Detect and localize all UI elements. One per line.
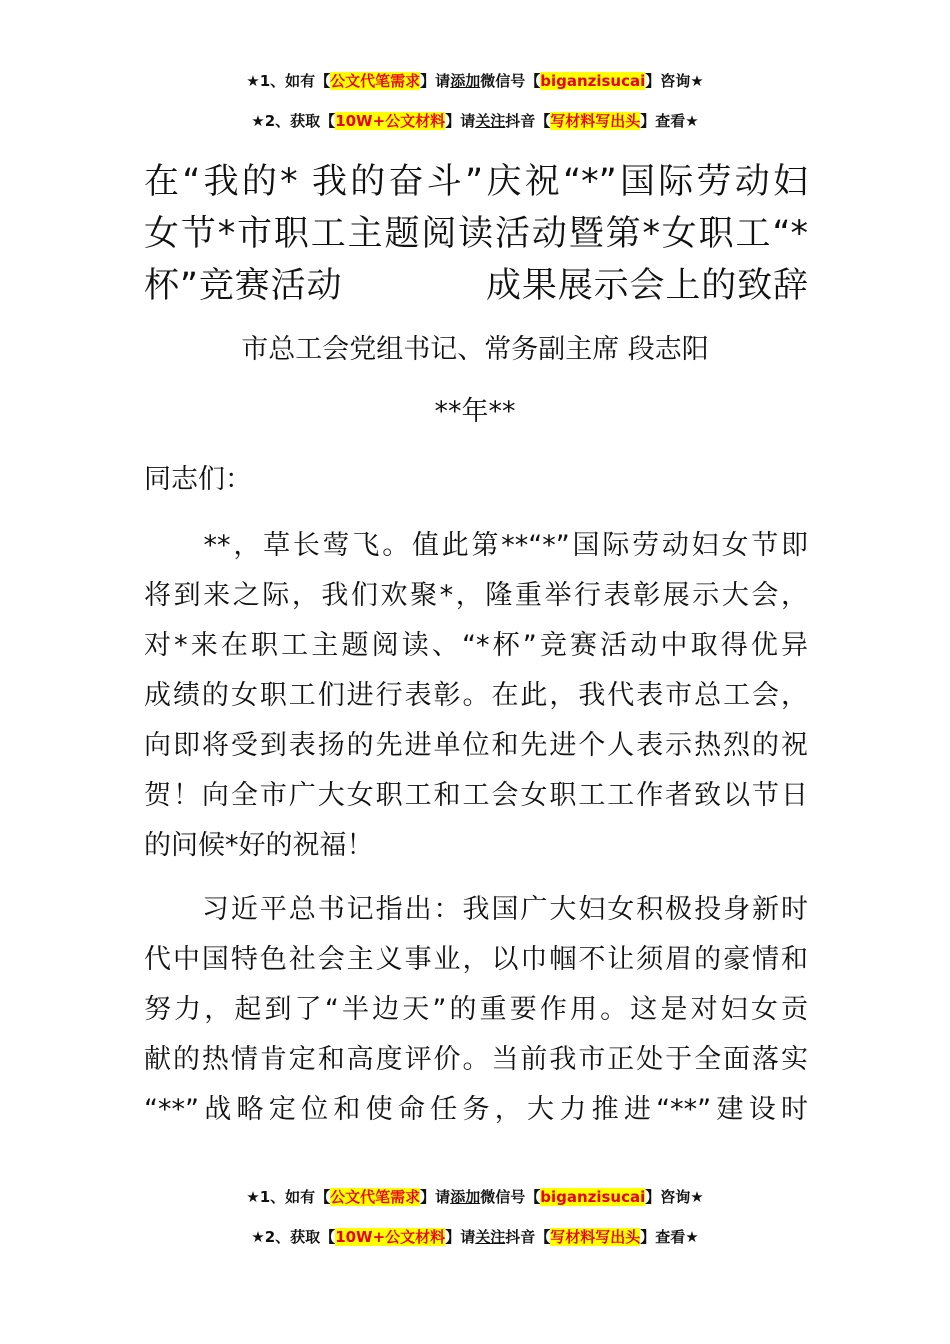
paragraph-line: 向即将受到表扬的先进单位和先进个人表示热烈的祝 [144,730,808,761]
promo-emphasis: 关注 [475,1228,506,1246]
promo-text: 抖音【 [505,1228,551,1246]
promo-douyin-id: 写材料写出头 [550,112,641,130]
paragraph-2 [144,885,808,1135]
promo-prefix: ★2、获取【 [251,1228,336,1246]
paragraph-line: 将到来之际，我们欢聚*，隆重举行表彰展示大会， [144,580,808,611]
salutation-text: 同志们： [144,464,252,495]
promo-prefix: ★1、如有【 [246,72,331,90]
document-date: **年** [434,396,516,427]
salutation [144,455,808,505]
promo-suffix: 】咨询★ [645,1188,704,1206]
promo-suffix: 】查看★ [640,112,699,130]
title-line: 在“我的* 我的奋斗”庆祝“*”国际劳动妇 [144,162,808,202]
paragraph-line: 的问候*好的祝福！ [144,830,374,861]
paragraph-line: 献的热情肯定和高度评价。当前我市正处于全面落实 [144,1044,808,1075]
document-title [144,156,808,312]
header-promo-line-1 [0,70,950,92]
promo-highlight: 10W+公文材料 [335,112,446,130]
paragraph-1 [144,521,808,871]
promo-highlight: 公文代笔需求 [330,72,421,90]
promo-text: 抖音【 [505,112,551,130]
promo-text: 】请 [445,1228,476,1246]
promo-prefix: ★2、获取【 [251,112,336,130]
paragraph-line: “**”战略定位和使命任务，大力推进“**”建设时 [144,1094,808,1125]
promo-emphasis: 关注 [475,112,506,130]
promo-prefix: ★1、如有【 [246,1188,331,1206]
paragraph-line: 成绩的女职工们进行表彰。在此，我代表市总工会， [144,680,808,711]
paragraph-line: 努力，起到了“半边天”的重要作用。这是对妇女贡 [144,994,808,1025]
promo-text: 微信号【 [480,72,541,90]
promo-wechat-id: biganzisucai [540,1188,646,1206]
promo-suffix: 】查看★ [640,1228,699,1246]
promo-douyin-id: 写材料写出头 [550,1228,641,1246]
promo-highlight: 公文代笔需求 [330,1188,421,1206]
paragraph-line: **，草长莺飞。值此第**“*”国际劳动妇女节即 [144,530,808,561]
paragraph-line: 对*来在职工主题阅读、“*杯”竞赛活动中取得优异 [144,630,808,661]
promo-text: 】请 [420,1188,451,1206]
promo-wechat-id: biganzisucai [540,72,646,90]
paragraph-line: 习近平总书记指出：我国广大妇女积极投身新时 [144,894,808,925]
title-line: 杯”竞赛活动 成果展示会上的致辞 [144,266,808,306]
paragraph-line: 贺！向全市广大女职工和工会女职工工作者致以节日 [144,780,808,811]
title-line: 女节*市职工主题阅读活动暨第*女职工“* [144,214,808,254]
promo-suffix: 】咨询★ [645,72,704,90]
promo-highlight: 10W+公文材料 [335,1228,446,1246]
promo-text: 】请 [445,112,476,130]
promo-emphasis: 添加 [450,72,481,90]
paragraph-line: 代中国特色社会主义事业，以巾帼不让须眉的豪情和 [144,944,808,975]
footer-promo-line-1 [0,1186,950,1208]
footer-promo-line-2 [0,1226,950,1248]
promo-emphasis: 添加 [450,1188,481,1206]
promo-text: 】请 [420,72,451,90]
header-promo-line-2 [0,110,950,132]
author-line: 市总工会党组书记、常务副主席 段志阳 [241,334,709,365]
promo-text: 微信号【 [480,1188,541,1206]
